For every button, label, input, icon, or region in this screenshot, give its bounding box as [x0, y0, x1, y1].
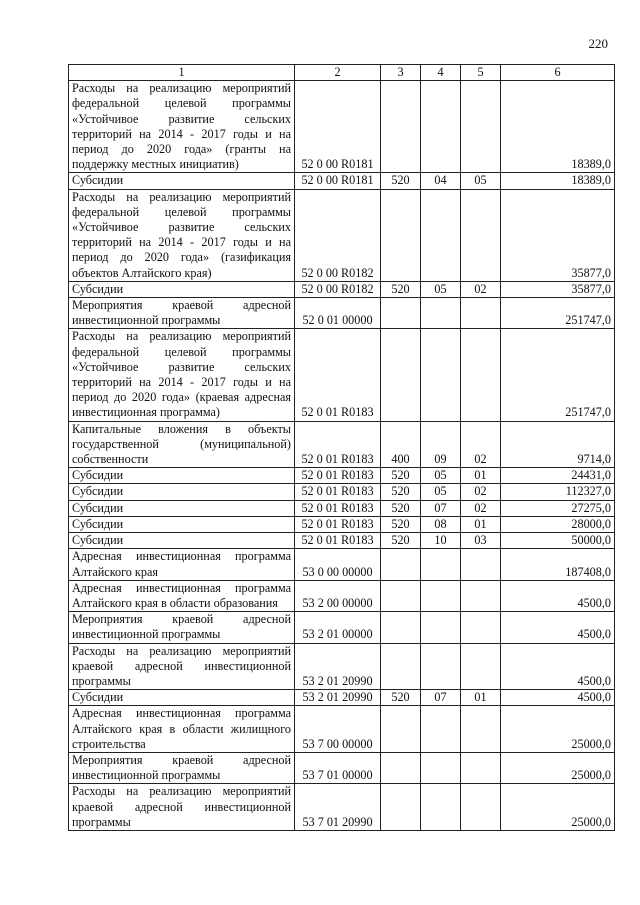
row-code-cell: 53 2 01 20990 [295, 643, 381, 690]
row-expense-type-cell: 520 [381, 173, 421, 189]
row-expense-type-cell: 520 [381, 690, 421, 706]
row-expense-type-cell [381, 81, 421, 173]
row-code-cell: 53 0 00 00000 [295, 549, 381, 580]
row-code-cell: 52 0 01 R0183 [295, 421, 381, 468]
row-code-cell: 52 0 01 00000 [295, 298, 381, 329]
row-name-cell: Субсидии [69, 533, 295, 549]
row-section-cell [421, 189, 461, 281]
row-code-cell: 52 0 01 R0183 [295, 516, 381, 532]
table-row [69, 580, 615, 611]
row-expense-type-cell [381, 643, 421, 690]
row-subsection-cell [461, 81, 501, 173]
table-row [69, 81, 615, 173]
row-section-cell [421, 81, 461, 173]
row-subsection-cell [461, 643, 501, 690]
row-subsection-cell: 01 [461, 690, 501, 706]
row-sum-cell: 4500,0 [501, 643, 615, 690]
row-expense-type-cell: 520 [381, 281, 421, 297]
row-section-cell: 07 [421, 500, 461, 516]
row-name-cell: Субсидии [69, 173, 295, 189]
row-sum-cell: 251747,0 [501, 298, 615, 329]
row-sum-cell: 28000,0 [501, 516, 615, 532]
table-row [69, 189, 615, 281]
row-sum-cell: 25000,0 [501, 706, 615, 753]
row-subsection-cell [461, 329, 501, 421]
row-code-cell: 53 7 01 20990 [295, 784, 381, 831]
row-section-cell: 09 [421, 421, 461, 468]
row-section-cell: 10 [421, 533, 461, 549]
table-row [69, 533, 615, 549]
row-section-cell [421, 580, 461, 611]
row-sum-cell: 35877,0 [501, 189, 615, 281]
table-row [69, 173, 615, 189]
table-row [69, 643, 615, 690]
row-code-cell: 52 0 00 R0182 [295, 189, 381, 281]
row-subsection-cell [461, 549, 501, 580]
row-name-cell: Адресная инвестиционная программа Алтайского края [69, 549, 295, 580]
row-section-cell [421, 298, 461, 329]
row-name-cell: Расходы на реализацию мероприятий краевой адресной инвестиционной программы [69, 643, 295, 690]
row-subsection-cell: 02 [461, 421, 501, 468]
row-expense-type-cell: 520 [381, 516, 421, 532]
column-header-sum: 6 [501, 65, 615, 81]
row-expense-type-cell: 520 [381, 500, 421, 516]
row-name-cell: Субсидии [69, 690, 295, 706]
row-name-cell: Мероприятия краевой адресной инвестиционной программы [69, 298, 295, 329]
row-code-cell: 53 2 01 20990 [295, 690, 381, 706]
row-expense-type-cell [381, 329, 421, 421]
row-sum-cell: 27275,0 [501, 500, 615, 516]
row-subsection-cell: 03 [461, 533, 501, 549]
table-row [69, 612, 615, 643]
row-name-cell: Мероприятия краевой адресной инвестиционной программы [69, 752, 295, 783]
row-subsection-cell [461, 784, 501, 831]
row-section-cell [421, 549, 461, 580]
row-subsection-cell: 02 [461, 281, 501, 297]
table-row [69, 516, 615, 532]
table-row [69, 690, 615, 706]
table-row [69, 281, 615, 297]
row-expense-type-cell [381, 784, 421, 831]
row-code-cell: 52 0 01 R0183 [295, 500, 381, 516]
row-sum-cell: 50000,0 [501, 533, 615, 549]
row-name-cell: Субсидии [69, 484, 295, 500]
row-sum-cell: 25000,0 [501, 752, 615, 783]
row-section-cell: 04 [421, 173, 461, 189]
row-subsection-cell [461, 189, 501, 281]
row-name-cell: Расходы на реализацию мероприятий краевой адресной инвестиционной программы [69, 784, 295, 831]
column-header-pr: 5 [461, 65, 501, 81]
row-section-cell: 08 [421, 516, 461, 532]
row-sum-cell: 4500,0 [501, 612, 615, 643]
row-subsection-cell [461, 612, 501, 643]
row-subsection-cell [461, 580, 501, 611]
row-name-cell: Субсидии [69, 468, 295, 484]
row-section-cell [421, 643, 461, 690]
row-sum-cell: 25000,0 [501, 784, 615, 831]
row-name-cell: Субсидии [69, 500, 295, 516]
row-subsection-cell [461, 298, 501, 329]
row-section-cell [421, 752, 461, 783]
row-code-cell: 52 0 01 R0183 [295, 329, 381, 421]
row-name-cell: Мероприятия краевой адресной инвестиционной программы [69, 612, 295, 643]
row-section-cell: 05 [421, 468, 461, 484]
row-section-cell: 05 [421, 281, 461, 297]
table-row [69, 784, 615, 831]
row-sum-cell: 24431,0 [501, 468, 615, 484]
row-code-cell: 53 7 00 00000 [295, 706, 381, 753]
row-subsection-cell: 02 [461, 500, 501, 516]
row-name-cell: Субсидии [69, 516, 295, 532]
row-expense-type-cell [381, 752, 421, 783]
row-code-cell: 53 2 01 00000 [295, 612, 381, 643]
row-section-cell: 07 [421, 690, 461, 706]
row-sum-cell: 112327,0 [501, 484, 615, 500]
row-subsection-cell [461, 752, 501, 783]
row-subsection-cell: 01 [461, 468, 501, 484]
row-name-cell: Расходы на реализацию мероприятий федеральной целевой программы «Устойчивое развитие сельских территорий на 2014 - 2017 годы и на период до 2020 года» (газификация объектов Алтайского края) [69, 189, 295, 281]
row-expense-type-cell [381, 298, 421, 329]
table-row [69, 706, 615, 753]
column-header-name: 1 [69, 65, 295, 81]
column-header-vr: 3 [381, 65, 421, 81]
row-subsection-cell [461, 706, 501, 753]
row-name-cell: Капитальные вложения в объекты государственной (муниципальной) собственности [69, 421, 295, 468]
row-expense-type-cell [381, 706, 421, 753]
row-name-cell: Адресная инвестиционная программа Алтайского края в области образования [69, 580, 295, 611]
column-header-rz: 4 [421, 65, 461, 81]
row-section-cell [421, 329, 461, 421]
row-subsection-cell: 01 [461, 516, 501, 532]
row-expense-type-cell [381, 549, 421, 580]
table-row [69, 484, 615, 500]
row-expense-type-cell: 520 [381, 533, 421, 549]
row-sum-cell: 9714,0 [501, 421, 615, 468]
row-name-cell: Адресная инвестиционная программа Алтайского края в области жилищного строительства [69, 706, 295, 753]
row-expense-type-cell: 400 [381, 421, 421, 468]
row-section-cell [421, 706, 461, 753]
row-expense-type-cell: 520 [381, 468, 421, 484]
row-sum-cell: 18389,0 [501, 173, 615, 189]
row-name-cell: Расходы на реализацию мероприятий федеральной целевой программы «Устойчивое развитие сельских территорий на 2014 - 2017 годы и на период до 2020 года» (гранты на поддержку местных инициатив) [69, 81, 295, 173]
row-code-cell: 52 0 01 R0183 [295, 468, 381, 484]
column-header-code: 2 [295, 65, 381, 81]
row-subsection-cell: 02 [461, 484, 501, 500]
row-sum-cell: 251747,0 [501, 329, 615, 421]
row-section-cell [421, 784, 461, 831]
row-code-cell: 53 2 00 00000 [295, 580, 381, 611]
row-code-cell: 52 0 01 R0183 [295, 533, 381, 549]
row-sum-cell: 4500,0 [501, 690, 615, 706]
table-row [69, 468, 615, 484]
row-code-cell: 52 0 00 R0182 [295, 281, 381, 297]
table-body [69, 81, 615, 831]
table-row [69, 752, 615, 783]
row-expense-type-cell: 520 [381, 484, 421, 500]
row-sum-cell: 4500,0 [501, 580, 615, 611]
budget-table [68, 64, 615, 831]
table-row [69, 549, 615, 580]
row-sum-cell: 187408,0 [501, 549, 615, 580]
row-code-cell: 52 0 01 R0183 [295, 484, 381, 500]
row-expense-type-cell [381, 189, 421, 281]
row-code-cell: 52 0 00 R0181 [295, 173, 381, 189]
table-row [69, 500, 615, 516]
row-expense-type-cell [381, 580, 421, 611]
header-row [69, 65, 615, 81]
page-number: 220 [588, 36, 608, 51]
table-row [69, 298, 615, 329]
row-name-cell: Расходы на реализацию мероприятий федеральной целевой программы «Устойчивое развитие сельских территорий на 2014 - 2017 годы и на период до 2020 года» (краевая адресная инвестиционная программа) [69, 329, 295, 421]
row-code-cell: 52 0 00 R0181 [295, 81, 381, 173]
row-name-cell: Субсидии [69, 281, 295, 297]
row-sum-cell: 18389,0 [501, 81, 615, 173]
row-code-cell: 53 7 01 00000 [295, 752, 381, 783]
table-row [69, 421, 615, 468]
row-section-cell: 05 [421, 484, 461, 500]
table-row [69, 329, 615, 421]
row-section-cell [421, 612, 461, 643]
row-subsection-cell: 05 [461, 173, 501, 189]
row-expense-type-cell [381, 612, 421, 643]
row-sum-cell: 35877,0 [501, 281, 615, 297]
